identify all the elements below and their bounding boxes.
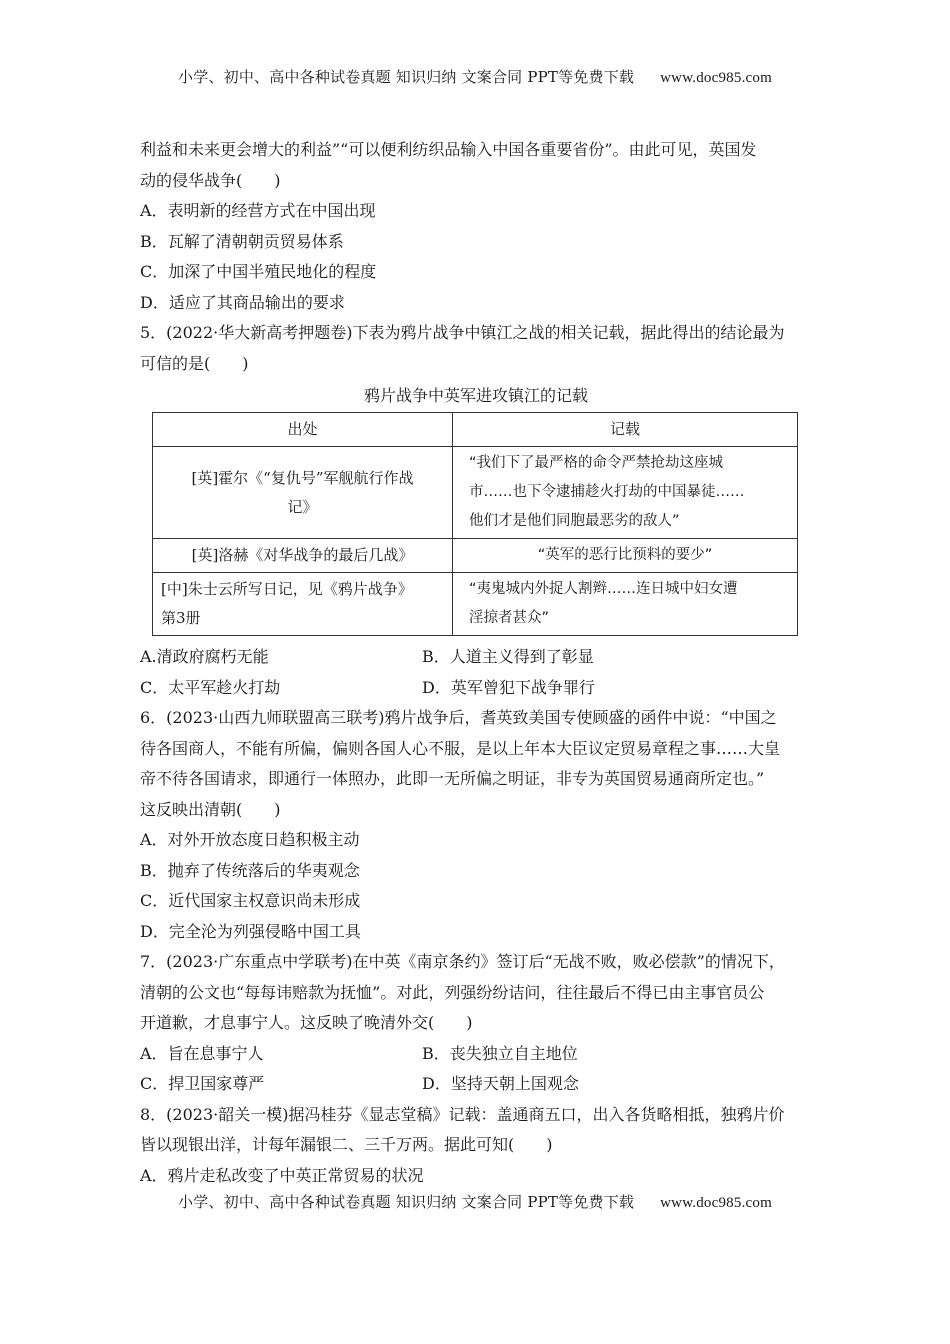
record-cell: [453, 573, 798, 636]
option: C．太平军趁火打劫: [140, 677, 281, 697]
source-line: [英]霍尔《“复仇号”军舰航行作战: [191, 468, 414, 487]
question-text: 帝不待各国请求，即通行一体照办，此即一无所偏之明证，非专为英国贸易通商所定也。”: [140, 769, 765, 788]
options-row: [140, 673, 812, 704]
footer-site[interactable]: www.doc985.com: [660, 1195, 772, 1211]
record-cell: [453, 447, 798, 539]
header-text: 小学、初中、高中各种试卷真题 知识归纳 文案合同 PPT等免费下载: [178, 68, 635, 86]
option: C．加深了中国半殖民地化的程度: [140, 262, 377, 281]
question-text: 这反映出清朝( ): [140, 799, 281, 819]
option: C．捍卫国家尊严: [140, 1074, 265, 1093]
question-text: 清朝的公文也“每每讳赔款为抚恤”。对此，列强纷纷诘问，往往最后不得已由主事官员公: [140, 982, 765, 1002]
table-header-cell: 记载: [453, 413, 798, 447]
table-header-row: [153, 413, 798, 447]
question-text: 7．(2023·广东重点中学联考)在中英《南京条约》签订后“无战不败，败必偿款”的情况下，: [140, 952, 785, 971]
option: D．完全沦为列强侵略中国工具: [140, 921, 361, 941]
table-header-cell: 出处: [153, 413, 453, 447]
option: A．鸦片走私改变了中英正常贸易的状况: [140, 1165, 424, 1185]
question-text: 开道歉，才息事宁人。这反映了晚清外交( ): [140, 1013, 473, 1032]
question-6: [140, 703, 812, 947]
header-site[interactable]: www.doc985.com: [660, 70, 772, 86]
question-4-tail: [140, 135, 812, 318]
source-cell: [153, 539, 453, 573]
record-cell: [453, 539, 798, 573]
option: D．英军曾犯下战争罪行: [422, 677, 595, 697]
question-text: 5．(2022·华大新高考押题卷)下表为鸦片战争中镇江之战的相关记载，据此得出的结论最为: [140, 323, 785, 342]
option: B．瓦解了清朝朝贡贸易体系: [140, 231, 344, 251]
question-text: 待各国商人，不能有所偏，偏则各国人心不服，是以上年本大臣议定贸易章程之事……大皇: [140, 738, 781, 758]
record-line: “英军的恶行比预料的要少”: [537, 547, 713, 563]
footer-text: 小学、初中、高中各种试卷真题 知识归纳 文案合同 PPT等免费下载: [178, 1193, 635, 1211]
page-footer: [0, 1191, 950, 1212]
option: A．旨在息事宁人: [140, 1043, 264, 1063]
option: B．丧失独立自主地位: [422, 1043, 578, 1063]
question-text: 6．(2023·山西九师联盟高三联考)鸦片战争后，耆英致美国专使顾盛的函件中说：“中国之: [140, 708, 777, 727]
table-row: [153, 573, 798, 636]
record-line: 淫掠者甚众”: [469, 610, 550, 626]
option: B．抛弃了传统落后的华夷观念: [140, 860, 360, 880]
question-text: 可信的是( ): [140, 353, 249, 373]
option: D．适应了其商品输出的要求: [140, 292, 345, 312]
record-line: “我们下了最严格的命令严禁抢劫这座城: [469, 455, 724, 471]
table-row: [153, 539, 798, 573]
option: A.清政府腐朽无能: [140, 647, 269, 666]
records-table: [152, 412, 798, 636]
option: C．近代国家主权意识尚未形成: [140, 891, 361, 910]
content: [140, 135, 812, 1191]
options-row: [140, 642, 812, 673]
question-text: 8．(2023·韶关一模)据冯桂芬《显志堂稿》记载：盖通商五口，出入各货略相抵，独鸦片价: [140, 1104, 785, 1124]
record-line: “夷鬼城内外捉人割辫……连日城中妇女遭: [469, 581, 738, 597]
question-8: [140, 1100, 812, 1192]
option: B．人道主义得到了彰显: [422, 647, 594, 666]
options-row: [140, 1039, 812, 1070]
question-text: 动的侵华战争( ): [140, 170, 281, 190]
options-row: [140, 1069, 812, 1100]
source-line: [中]朱士云所写日记，见《鸦片战争》: [161, 580, 413, 598]
option: A．对外开放态度日趋积极主动: [140, 830, 360, 849]
source-line: 第3册: [161, 609, 201, 627]
option: D．坚持天朝上国观念: [422, 1074, 579, 1093]
page-header: [0, 66, 950, 87]
source-cell: [153, 447, 453, 539]
table-title: 鸦片战争中英军进攻镇江的记载: [363, 386, 588, 405]
record-line: 他们才是他们同胞最恶劣的敌人”: [469, 513, 680, 529]
question-text: 皆以现银出洋，计每年漏银二、三千万两。据此可知( ): [140, 1135, 553, 1154]
question-7: [140, 947, 812, 1100]
source-line: [英]洛赫《对华战争的最后几战》: [191, 546, 414, 564]
question-5: [140, 318, 812, 703]
table-row: [153, 447, 798, 539]
source-cell: [153, 573, 453, 636]
record-line: 市……也下令逮捕趁火打劫的中国暴徒……: [469, 484, 745, 500]
question-text: 利益和未来更会增大的利益”“可以便利纺织品输入中国各重要省份”。由此可见，英国发: [140, 140, 757, 159]
source-line: 记》: [287, 497, 318, 516]
option: A．表明新的经营方式在中国出现: [140, 201, 376, 220]
